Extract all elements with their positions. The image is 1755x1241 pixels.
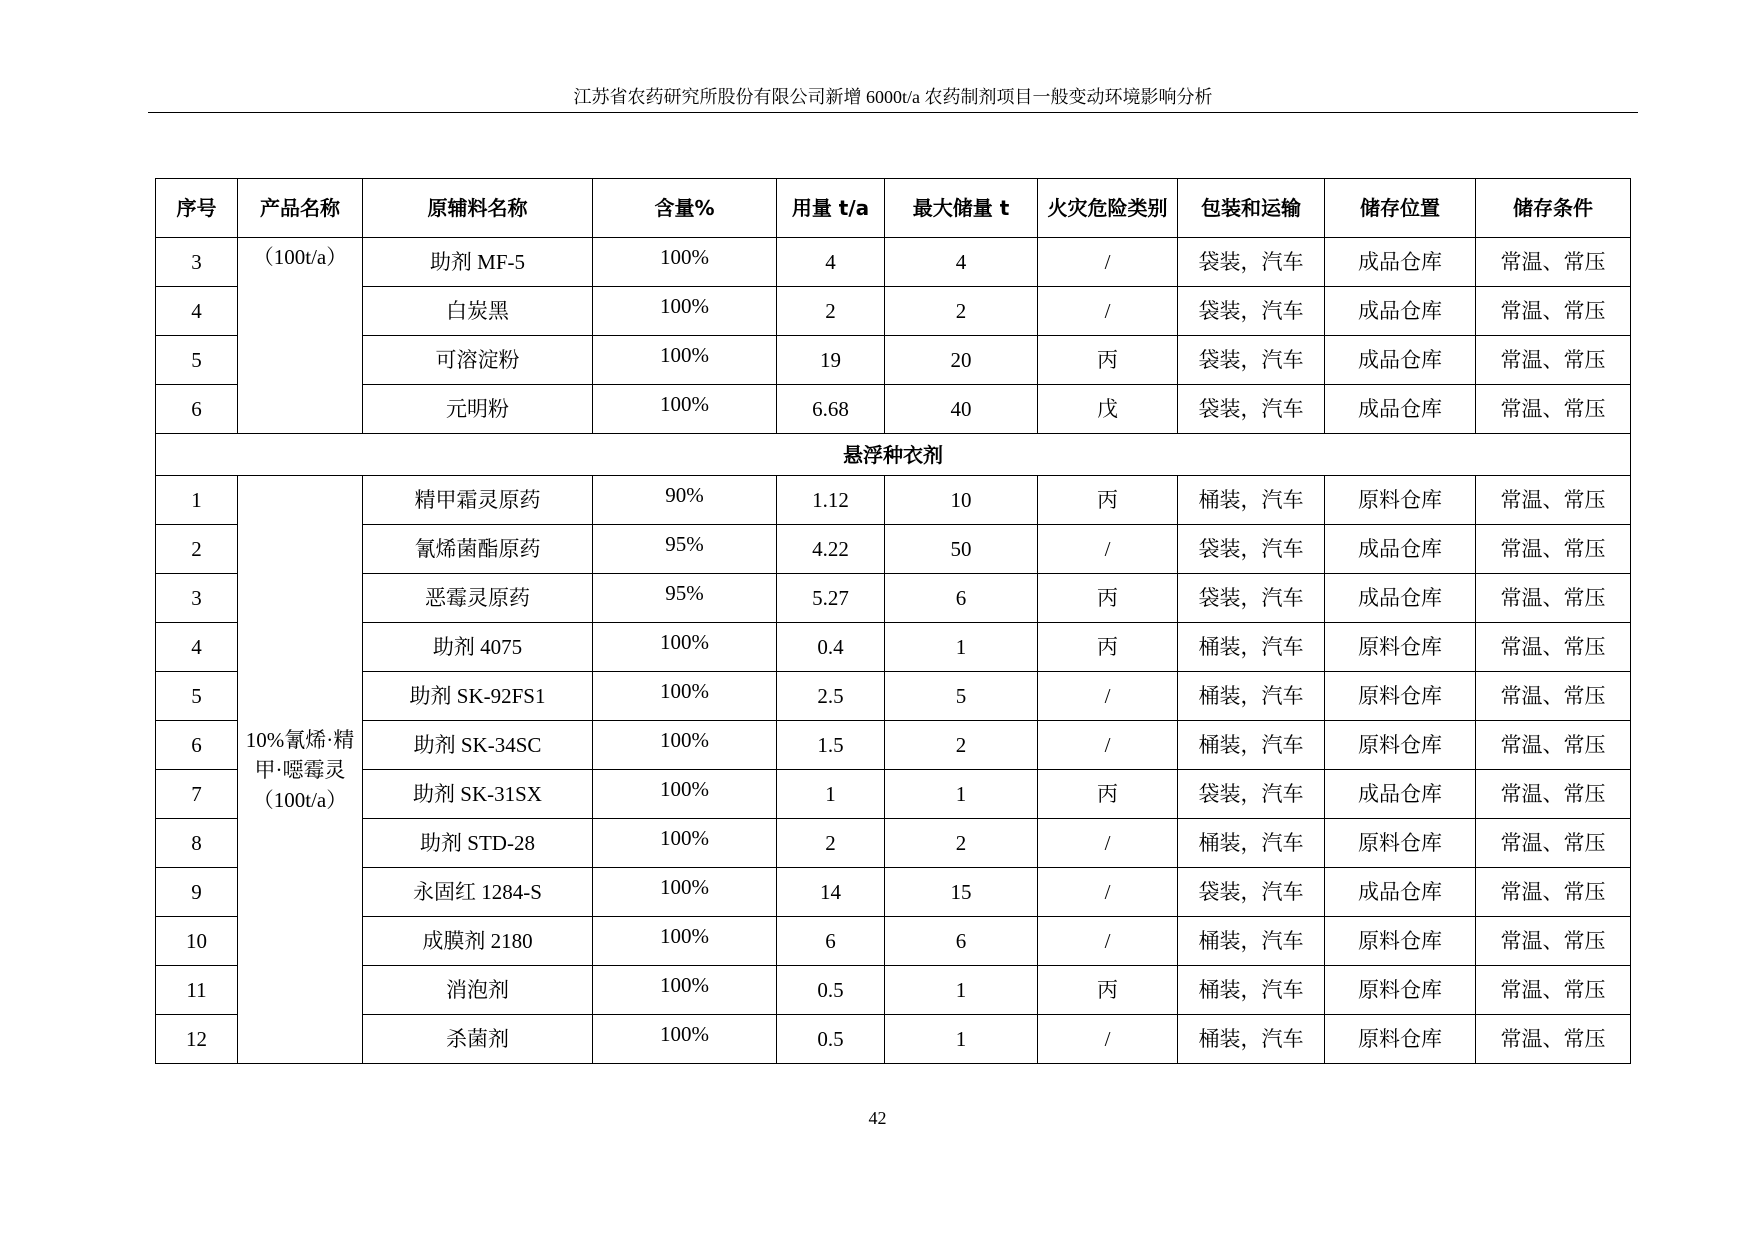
column-header: 储存条件 xyxy=(1476,179,1631,238)
table-cell: 成品仓库 xyxy=(1325,238,1476,287)
table-cell: 95% xyxy=(593,525,777,574)
column-header: 火灾危险类别 xyxy=(1038,179,1178,238)
table-cell: 10 xyxy=(156,917,238,966)
table-cell: 原料仓库 xyxy=(1325,672,1476,721)
table-cell: 袋装，汽车 xyxy=(1178,385,1325,434)
table-cell: 桶装，汽车 xyxy=(1178,1015,1325,1064)
table-cell: 6.68 xyxy=(777,385,885,434)
table-cell: 桶装，汽车 xyxy=(1178,819,1325,868)
table-cell: 桶装，汽车 xyxy=(1178,476,1325,525)
table-cell: 7 xyxy=(156,770,238,819)
table-row xyxy=(156,476,1631,525)
table-cell: 常温、常压 xyxy=(1476,819,1631,868)
table-cell: 8 xyxy=(156,819,238,868)
table-cell: 袋装，汽车 xyxy=(1178,336,1325,385)
table-cell: 常温、常压 xyxy=(1476,917,1631,966)
table-cell: 常温、常压 xyxy=(1476,623,1631,672)
table-cell: 3 xyxy=(156,238,238,287)
table-cell: 1 xyxy=(885,1015,1038,1064)
table-cell: 100% xyxy=(593,336,777,385)
table-cell: 成品仓库 xyxy=(1325,287,1476,336)
table-cell: 2 xyxy=(885,287,1038,336)
header-rule xyxy=(148,112,1638,113)
table-cell: 5.27 xyxy=(777,574,885,623)
table-cell: 桶装，汽车 xyxy=(1178,917,1325,966)
table-row xyxy=(156,1015,1631,1064)
table-cell: 5 xyxy=(156,672,238,721)
table-cell: 袋装，汽车 xyxy=(1178,770,1325,819)
page-number: 42 xyxy=(868,1108,887,1128)
table-cell: 袋装，汽车 xyxy=(1178,287,1325,336)
table-cell: 杀菌剂 xyxy=(363,1015,593,1064)
table-cell: 成膜剂 2180 xyxy=(363,917,593,966)
table-cell: 桶装，汽车 xyxy=(1178,623,1325,672)
table-cell: 100% xyxy=(593,819,777,868)
table-cell: 助剂 STD-28 xyxy=(363,819,593,868)
table-cell: 14 xyxy=(777,868,885,917)
product-name-cell: 10%氰烯·精甲·噁霉灵（100t/a） xyxy=(238,476,363,1064)
table-cell: 丙 xyxy=(1038,336,1178,385)
table-row xyxy=(156,770,1631,819)
table-cell: 100% xyxy=(593,1015,777,1064)
table-cell: 1.12 xyxy=(777,476,885,525)
section-row xyxy=(156,434,1631,476)
table-row xyxy=(156,672,1631,721)
table-row xyxy=(156,238,1631,287)
table-cell: 成品仓库 xyxy=(1325,770,1476,819)
table-cell: 常温、常压 xyxy=(1476,574,1631,623)
column-header: 包装和运输 xyxy=(1178,179,1325,238)
table-cell: 原料仓库 xyxy=(1325,721,1476,770)
table-cell: 1 xyxy=(156,476,238,525)
table-cell: 消泡剂 xyxy=(363,966,593,1015)
table-cell: / xyxy=(1038,238,1178,287)
table-cell: 恶霉灵原药 xyxy=(363,574,593,623)
table-cell: 100% xyxy=(593,721,777,770)
table-row xyxy=(156,385,1631,434)
table-cell: 成品仓库 xyxy=(1325,574,1476,623)
table-cell: 袋装，汽车 xyxy=(1178,238,1325,287)
table-cell: 氰烯菌酯原药 xyxy=(363,525,593,574)
table-cell: 50 xyxy=(885,525,1038,574)
table-cell: 丙 xyxy=(1038,770,1178,819)
table-cell: / xyxy=(1038,525,1178,574)
column-header: 最大储量 t xyxy=(885,179,1038,238)
table-cell: 常温、常压 xyxy=(1476,868,1631,917)
table-cell: 丙 xyxy=(1038,574,1178,623)
table-cell: 成品仓库 xyxy=(1325,385,1476,434)
table-cell: 助剂 MF-5 xyxy=(363,238,593,287)
table-cell: 100% xyxy=(593,287,777,336)
table-cell: 元明粉 xyxy=(363,385,593,434)
table-cell: 2 xyxy=(156,525,238,574)
table-row xyxy=(156,574,1631,623)
table-cell: 助剂 4075 xyxy=(363,623,593,672)
table-cell: 丙 xyxy=(1038,623,1178,672)
table-cell: 4 xyxy=(156,623,238,672)
table-cell: 原料仓库 xyxy=(1325,1015,1476,1064)
table-cell: 桶装，汽车 xyxy=(1178,672,1325,721)
section-title: 悬浮种衣剂 xyxy=(156,434,1631,476)
table-cell: 精甲霜灵原药 xyxy=(363,476,593,525)
column-header: 产品名称 xyxy=(238,179,363,238)
table-cell: 1 xyxy=(885,770,1038,819)
table-cell: 常温、常压 xyxy=(1476,1015,1631,1064)
table-cell: 常温、常压 xyxy=(1476,336,1631,385)
table-cell: 5 xyxy=(885,672,1038,721)
table-cell: 9 xyxy=(156,868,238,917)
table-cell: 戊 xyxy=(1038,385,1178,434)
table-cell: 白炭黑 xyxy=(363,287,593,336)
table-cell: 常温、常压 xyxy=(1476,672,1631,721)
table-cell: 11 xyxy=(156,966,238,1015)
column-header: 含量% xyxy=(593,179,777,238)
table-row xyxy=(156,868,1631,917)
table-cell: 丙 xyxy=(1038,966,1178,1015)
table-cell: 1 xyxy=(777,770,885,819)
raw-material-table xyxy=(155,178,1631,1064)
table-row xyxy=(156,966,1631,1015)
table-cell: 永固红 1284-S xyxy=(363,868,593,917)
table-cell: 成品仓库 xyxy=(1325,868,1476,917)
table-cell: 助剂 SK-34SC xyxy=(363,721,593,770)
table-cell: 助剂 SK-92FS1 xyxy=(363,672,593,721)
table-cell: 2 xyxy=(885,819,1038,868)
table-cell: 袋装，汽车 xyxy=(1178,574,1325,623)
document-header: 江苏省农药研究所股份有限公司新增 6000t/a 农药制剂项目一般变动环境影响分析 xyxy=(573,87,1213,107)
table-cell: 0.5 xyxy=(777,966,885,1015)
table-cell: 桶装，汽车 xyxy=(1178,966,1325,1015)
table-cell: / xyxy=(1038,1015,1178,1064)
table-cell: 丙 xyxy=(1038,476,1178,525)
table-cell: 6 xyxy=(156,385,238,434)
table-cell: 常温、常压 xyxy=(1476,238,1631,287)
table-cell: / xyxy=(1038,819,1178,868)
column-header: 用量 t/a xyxy=(777,179,885,238)
table-cell: 2 xyxy=(885,721,1038,770)
table-cell: 100% xyxy=(593,770,777,819)
table-cell: 100% xyxy=(593,672,777,721)
table-cell: 常温、常压 xyxy=(1476,966,1631,1015)
table-row xyxy=(156,525,1631,574)
table-cell: 常温、常压 xyxy=(1476,525,1631,574)
table-cell: 40 xyxy=(885,385,1038,434)
table-cell: 常温、常压 xyxy=(1476,476,1631,525)
table-cell: 原料仓库 xyxy=(1325,623,1476,672)
table-cell: 100% xyxy=(593,238,777,287)
table-cell: 原料仓库 xyxy=(1325,476,1476,525)
table-cell: 100% xyxy=(593,966,777,1015)
table-cell: 原料仓库 xyxy=(1325,966,1476,1015)
table-row xyxy=(156,819,1631,868)
table-cell: 1 xyxy=(885,966,1038,1015)
table-cell: 成品仓库 xyxy=(1325,336,1476,385)
table-cell: 19 xyxy=(777,336,885,385)
table-cell: 可溶淀粉 xyxy=(363,336,593,385)
table-cell: 1.5 xyxy=(777,721,885,770)
table-cell: / xyxy=(1038,672,1178,721)
column-header: 序号 xyxy=(156,179,238,238)
table-cell: / xyxy=(1038,721,1178,770)
table-cell: 袋装，汽车 xyxy=(1178,525,1325,574)
table-cell: 桶装，汽车 xyxy=(1178,721,1325,770)
table-cell: 3 xyxy=(156,574,238,623)
table-cell: 原料仓库 xyxy=(1325,917,1476,966)
column-header: 储存位置 xyxy=(1325,179,1476,238)
table-cell: 2.5 xyxy=(777,672,885,721)
table-cell: 常温、常压 xyxy=(1476,287,1631,336)
table-cell: 成品仓库 xyxy=(1325,525,1476,574)
table-cell: 100% xyxy=(593,385,777,434)
table-cell: 助剂 SK-31SX xyxy=(363,770,593,819)
table-row xyxy=(156,917,1631,966)
table-cell: 6 xyxy=(156,721,238,770)
table-cell: 90% xyxy=(593,476,777,525)
table-row xyxy=(156,721,1631,770)
table-cell: 4.22 xyxy=(777,525,885,574)
table-cell: 6 xyxy=(885,574,1038,623)
table-cell: 100% xyxy=(593,868,777,917)
table-row xyxy=(156,287,1631,336)
table-cell: 95% xyxy=(593,574,777,623)
table-cell: 5 xyxy=(156,336,238,385)
table-cell: 常温、常压 xyxy=(1476,385,1631,434)
table-cell: 0.4 xyxy=(777,623,885,672)
table-cell: 12 xyxy=(156,1015,238,1064)
table-cell: / xyxy=(1038,287,1178,336)
table-cell: 100% xyxy=(593,623,777,672)
table-cell: 4 xyxy=(156,287,238,336)
table-cell: 0.5 xyxy=(777,1015,885,1064)
table-cell: 原料仓库 xyxy=(1325,819,1476,868)
table-cell: 4 xyxy=(777,238,885,287)
table-cell: 6 xyxy=(885,917,1038,966)
table-cell: 4 xyxy=(885,238,1038,287)
column-header: 原辅料名称 xyxy=(363,179,593,238)
table-row xyxy=(156,623,1631,672)
table-cell: 袋装，汽车 xyxy=(1178,868,1325,917)
table-cell: 2 xyxy=(777,287,885,336)
table-cell: 常温、常压 xyxy=(1476,770,1631,819)
table-cell: / xyxy=(1038,868,1178,917)
table-cell: 15 xyxy=(885,868,1038,917)
table-cell: 6 xyxy=(777,917,885,966)
product-name-cell: （100t/a） xyxy=(238,238,363,434)
table-cell: 2 xyxy=(777,819,885,868)
table-cell: 常温、常压 xyxy=(1476,721,1631,770)
table-cell: 1 xyxy=(885,623,1038,672)
table-cell: 10 xyxy=(885,476,1038,525)
table-header-row xyxy=(156,179,1631,238)
table-cell: 100% xyxy=(593,917,777,966)
table-cell: / xyxy=(1038,917,1178,966)
table-cell: 20 xyxy=(885,336,1038,385)
table-row xyxy=(156,336,1631,385)
